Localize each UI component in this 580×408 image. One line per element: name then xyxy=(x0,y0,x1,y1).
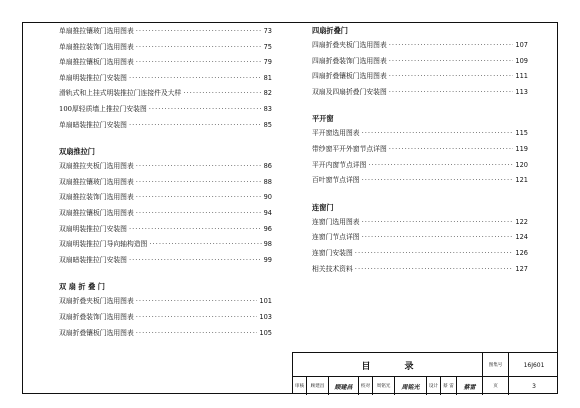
dot-leader xyxy=(136,159,262,175)
toc-entry-title: 单扇推拉镶板门选用图表 xyxy=(59,58,134,67)
toc-entry-title: 带纱窗平开外窗节点详图 xyxy=(312,144,387,153)
section-gap xyxy=(312,100,528,112)
section-heading: 连窗门 xyxy=(312,202,334,212)
toc-entry[interactable] xyxy=(59,86,272,102)
dot-leader xyxy=(389,142,514,158)
toc-entry-page: 90 xyxy=(263,193,272,202)
toc-entry-title: 平开内窗节点详图 xyxy=(312,160,367,169)
dot-leader xyxy=(129,118,262,134)
page-number: 3 xyxy=(532,382,536,390)
dot-leader xyxy=(368,158,513,174)
dot-leader xyxy=(136,55,262,71)
toc-entry-title: 连窗门安装图 xyxy=(312,248,353,257)
toc-entry-page: 98 xyxy=(263,240,272,249)
toc-entry-page: 82 xyxy=(263,89,272,98)
toc-entry[interactable] xyxy=(59,222,272,238)
toc-entry-title: 单扇推拉装饰门选用图表 xyxy=(59,42,134,51)
toc-entry-page: 101 xyxy=(259,297,272,306)
dot-leader xyxy=(355,262,514,278)
toc-entry-title: 双扇折叠镶板门选用图表 xyxy=(59,328,134,337)
toc-entry[interactable] xyxy=(59,206,272,222)
toc-section-single-sliding xyxy=(59,24,272,133)
atlas-number: 16J601 xyxy=(523,361,545,369)
toc-entry-page: 126 xyxy=(515,248,528,257)
toc-entry[interactable] xyxy=(59,55,272,71)
toc-entry-page: 99 xyxy=(263,255,272,264)
toc-entry-page: 111 xyxy=(515,72,528,81)
toc-entry[interactable] xyxy=(59,102,272,118)
toc-entry-page: 81 xyxy=(263,73,272,82)
toc-section-double-sliding xyxy=(59,145,272,268)
section-heading: 平开窗 xyxy=(312,114,334,124)
dot-leader xyxy=(389,54,514,70)
dot-leader xyxy=(136,310,258,326)
section-heading: 双扇推拉门 xyxy=(59,147,95,157)
toc-entry-title: 单扇暗装推拉门安装图 xyxy=(59,120,127,129)
toc-entry-title: 双扇推拉装饰门选用图表 xyxy=(59,193,134,202)
toc-entry[interactable] xyxy=(312,69,528,85)
toc-entry-title: 相关技术资料 xyxy=(312,264,353,273)
section-gap xyxy=(312,189,528,201)
toc-section-casement-window xyxy=(312,112,528,188)
toc-entry[interactable] xyxy=(312,142,528,158)
toc-entry-title: 百叶窗节点详图 xyxy=(312,176,360,185)
toc-entry-page: 115 xyxy=(515,129,528,138)
dot-leader xyxy=(136,24,262,40)
toc-entry-page: 75 xyxy=(263,42,272,51)
review-label: 审核 xyxy=(293,377,307,395)
toc-entry-title: 双扇推拉镶玻门选用图表 xyxy=(59,177,134,186)
section-heading: 四扇折叠门 xyxy=(312,26,348,35)
dot-leader xyxy=(136,190,262,206)
toc-entry-page: 113 xyxy=(515,87,528,96)
drawing-title xyxy=(293,353,483,377)
dot-leader xyxy=(136,294,258,310)
toc-entry-page: 127 xyxy=(515,264,528,273)
toc-entry-title: 双扇明装推拉门导向轴构造图 xyxy=(59,240,148,249)
toc-entry-page: 94 xyxy=(263,208,272,217)
atlas-number-label: 图集号 xyxy=(483,353,509,377)
title-block xyxy=(292,352,558,394)
toc-entry[interactable] xyxy=(312,54,528,70)
toc-entry[interactable] xyxy=(59,237,272,253)
designer-signature: 蔡雷 xyxy=(457,377,483,395)
dot-leader xyxy=(136,175,262,191)
dot-leader xyxy=(389,69,514,85)
toc-entry[interactable] xyxy=(59,190,272,206)
toc-entry-title: 双扇折叠夹板门选用图表 xyxy=(59,297,134,306)
design-label: 设计 xyxy=(427,377,441,395)
dot-leader xyxy=(389,38,514,54)
toc-entry-page: 79 xyxy=(263,58,272,67)
toc-entry[interactable] xyxy=(59,118,272,134)
toc-entry[interactable] xyxy=(59,71,272,87)
toc-entry-title: 单扇推拉镶玻门选用图表 xyxy=(59,27,134,35)
toc-entry-title: 滑轨式和上挂式明装推拉门连接件及大样 xyxy=(59,89,182,98)
dot-leader xyxy=(136,40,262,56)
checker-signature: 周铭光 xyxy=(395,377,427,395)
toc-entry-title: 单扇明装推拉门安装图 xyxy=(59,73,127,82)
toc-entry-page: 96 xyxy=(263,224,272,233)
section-heading: 双 扇 折 叠 门 xyxy=(59,282,105,292)
designer-name: 蔡 雷 xyxy=(441,377,457,395)
toc-entry-page: 120 xyxy=(515,160,528,169)
toc-entry-page: 124 xyxy=(515,233,528,242)
dot-leader xyxy=(362,230,514,246)
toc-entry[interactable] xyxy=(312,230,528,246)
dot-leader xyxy=(129,253,262,269)
dot-leader xyxy=(183,86,261,102)
toc-entry-page: 86 xyxy=(263,162,272,171)
dot-leader xyxy=(149,102,262,118)
dot-leader xyxy=(362,215,514,231)
toc-section-four-folding xyxy=(312,24,528,100)
dot-leader xyxy=(362,173,514,189)
toc-entry[interactable] xyxy=(59,175,272,191)
dot-leader xyxy=(362,126,514,142)
dot-leader xyxy=(129,71,262,87)
dot-leader xyxy=(389,85,514,101)
check-label: 校对 xyxy=(359,377,373,395)
toc-entry-page: 85 xyxy=(263,120,272,129)
toc-entry[interactable] xyxy=(312,173,528,189)
toc-entry-page: 88 xyxy=(263,177,272,186)
toc-entry[interactable] xyxy=(59,310,272,326)
toc-entry-title: 100厚轻质墙上推拉门安装图 xyxy=(59,104,147,113)
toc-entry[interactable] xyxy=(312,215,528,231)
toc-entry-title: 连窗门选用图表 xyxy=(312,217,360,226)
title-block-signature-row xyxy=(293,377,558,395)
toc-entry[interactable] xyxy=(59,326,272,342)
toc-entry-page: 103 xyxy=(259,312,272,321)
toc-entry[interactable] xyxy=(59,294,272,310)
toc-entry-title: 四扇折叠夹板门选用图表 xyxy=(312,41,387,49)
toc-entry-title: 双扇及四扇折叠门安装图 xyxy=(312,87,387,96)
toc-entry[interactable] xyxy=(59,253,272,269)
toc-entry-title: 连窗门节点详图 xyxy=(312,233,360,242)
toc-entry[interactable] xyxy=(312,158,528,174)
toc-entry-page: 122 xyxy=(515,217,528,226)
toc-right-column xyxy=(312,24,528,277)
toc-entry[interactable] xyxy=(312,246,528,262)
drawing-title-char: 录 xyxy=(404,361,414,372)
toc-left-column xyxy=(59,24,272,341)
toc-entry-page: 119 xyxy=(515,144,528,153)
toc-entry[interactable] xyxy=(59,40,272,56)
toc-section-double-folding xyxy=(59,280,272,341)
toc-entry-page: 121 xyxy=(515,176,528,185)
dot-leader xyxy=(355,246,514,262)
title-block-header-row xyxy=(293,353,558,377)
toc-entry-page: 73 xyxy=(263,27,272,35)
toc-entry-title: 四扇折叠镶板门选用图表 xyxy=(312,72,387,81)
reviewer-name: 顾建昌 xyxy=(307,377,329,395)
section-gap xyxy=(59,268,272,280)
reviewer-signature: 顾建昌 xyxy=(329,377,359,395)
toc-entry-page: 107 xyxy=(515,41,528,49)
drawing-title-char: 目 xyxy=(361,361,371,372)
section-gap xyxy=(59,133,272,145)
toc-entry-title: 四扇折叠装饰门选用图表 xyxy=(312,56,387,65)
toc-entry-title: 双扇折叠装饰门选用图表 xyxy=(59,312,134,321)
toc-entry[interactable] xyxy=(312,262,528,278)
toc-entry[interactable] xyxy=(59,24,272,40)
dot-leader xyxy=(129,222,262,238)
toc-entry[interactable] xyxy=(59,159,272,175)
toc-entry-page: 83 xyxy=(263,104,272,113)
dot-leader xyxy=(136,326,258,342)
toc-entry[interactable] xyxy=(312,38,528,54)
toc-entry[interactable] xyxy=(312,126,528,142)
toc-entry[interactable] xyxy=(312,85,528,101)
toc-entry-page: 105 xyxy=(259,328,272,337)
toc-entry-title: 双扇推拉夹板门选用图表 xyxy=(59,162,134,171)
toc-entry-title: 双扇推拉镶板门选用图表 xyxy=(59,208,134,217)
toc-entry-title: 平开窗选用图表 xyxy=(312,129,360,138)
toc-entry-page: 109 xyxy=(515,56,528,65)
checker-name: 周铭光 xyxy=(373,377,395,395)
dot-leader xyxy=(136,206,262,222)
toc-entry-title: 双扇暗装推拉门安装图 xyxy=(59,255,127,264)
page-label: 页 xyxy=(483,377,509,395)
toc-section-window-door xyxy=(312,201,528,277)
toc-entry-title: 双扇明装推拉门安装图 xyxy=(59,224,127,233)
dot-leader xyxy=(149,237,261,253)
